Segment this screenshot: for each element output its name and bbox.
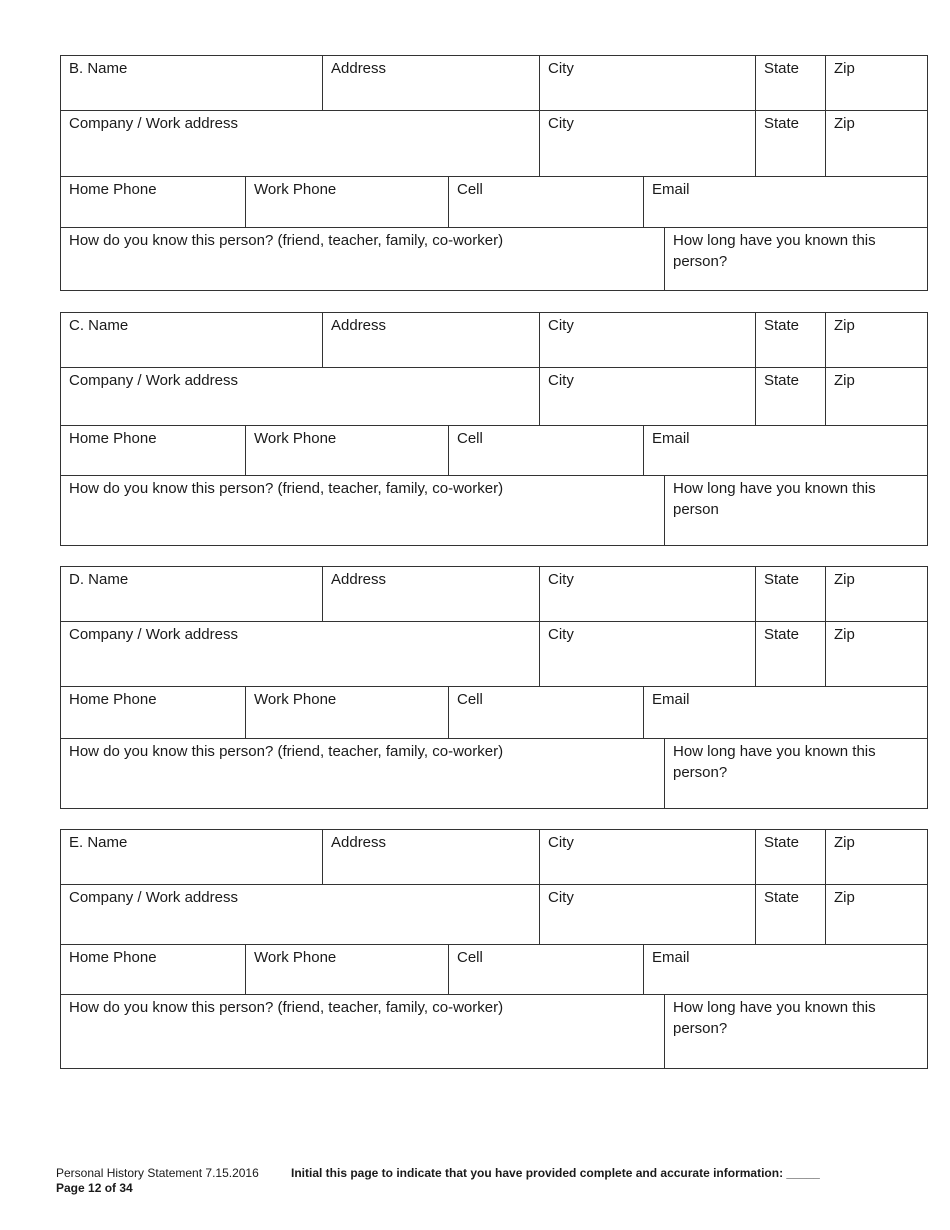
company-city-field[interactable]: City [539,622,755,686]
company-state-field[interactable]: State [755,885,825,944]
relationship-field[interactable]: How do you know this person? (friend, teacher, family, co-worker) [69,480,504,497]
relationship-field[interactable]: How do you know this person? (friend, teacher, family, co-worker) [69,232,504,249]
city-field[interactable]: City [539,56,755,110]
company-address-field[interactable]: Company / Work address [69,626,238,643]
home-phone-field[interactable]: Home Phone [69,691,157,708]
email-field[interactable]: Email [643,945,927,994]
company-state-field[interactable]: State [755,111,825,176]
name-field[interactable]: C. Name [69,317,129,334]
initial-instruction[interactable]: Initial this page to indicate that you have provided complete and accurate information: _____ [291,1166,820,1180]
zip-field[interactable]: Zip [825,56,927,110]
cell-phone-field[interactable]: Cell [448,687,643,738]
page-number: Page 12 of 34 [56,1181,133,1195]
relationship-field[interactable]: How do you know this person? (friend, teacher, family, co-worker) [69,999,504,1016]
page-footer [56,1166,820,1196]
city-field[interactable]: City [539,830,755,884]
reference-block-d [60,566,928,809]
work-phone-field[interactable]: Work Phone [245,426,448,475]
work-phone-field[interactable]: Work Phone [245,945,448,994]
known-duration-field[interactable]: How long have you known this person? [664,228,927,290]
name-field[interactable]: B. Name [69,60,128,77]
zip-field[interactable]: Zip [825,567,927,621]
address-field[interactable]: Address [322,830,539,884]
company-zip-field[interactable]: Zip [825,885,927,944]
work-phone-field[interactable]: Work Phone [245,687,448,738]
city-field[interactable]: City [539,313,755,367]
email-field[interactable]: Email [643,687,927,738]
company-state-field[interactable]: State [755,368,825,425]
company-address-field[interactable]: Company / Work address [69,889,238,906]
reference-block-c [60,312,928,546]
work-phone-field[interactable]: Work Phone [245,177,448,227]
known-duration-field[interactable]: How long have you known this person [664,476,927,545]
company-city-field[interactable]: City [539,885,755,944]
document-title: Personal History Statement 7.15.2016 [56,1166,259,1180]
reference-block-e [60,829,928,1069]
city-field[interactable]: City [539,567,755,621]
cell-phone-field[interactable]: Cell [448,945,643,994]
address-field[interactable]: Address [322,313,539,367]
home-phone-field[interactable]: Home Phone [69,181,157,198]
name-field[interactable]: D. Name [69,571,129,588]
company-zip-field[interactable]: Zip [825,622,927,686]
zip-field[interactable]: Zip [825,313,927,367]
company-city-field[interactable]: City [539,111,755,176]
company-city-field[interactable]: City [539,368,755,425]
state-field[interactable]: State [755,56,825,110]
address-field[interactable]: Address [322,567,539,621]
relationship-field[interactable]: How do you know this person? (friend, teacher, family, co-worker) [69,743,504,760]
email-field[interactable]: Email [643,177,927,227]
company-zip-field[interactable]: Zip [825,111,927,176]
state-field[interactable]: State [755,830,825,884]
known-duration-field[interactable]: How long have you known this person? [664,739,927,808]
state-field[interactable]: State [755,313,825,367]
company-address-field[interactable]: Company / Work address [69,115,238,132]
cell-phone-field[interactable]: Cell [448,426,643,475]
zip-field[interactable]: Zip [825,830,927,884]
company-zip-field[interactable]: Zip [825,368,927,425]
known-duration-field[interactable]: How long have you known this person? [664,995,927,1068]
company-address-field[interactable]: Company / Work address [69,372,238,389]
cell-phone-field[interactable]: Cell [448,177,643,227]
footer-line [56,1166,820,1181]
home-phone-field[interactable]: Home Phone [69,430,157,447]
name-field[interactable]: E. Name [69,834,128,851]
company-state-field[interactable]: State [755,622,825,686]
email-field[interactable]: Email [643,426,927,475]
address-field[interactable]: Address [322,56,539,110]
state-field[interactable]: State [755,567,825,621]
reference-block-b [60,55,928,291]
home-phone-field[interactable]: Home Phone [69,949,157,966]
